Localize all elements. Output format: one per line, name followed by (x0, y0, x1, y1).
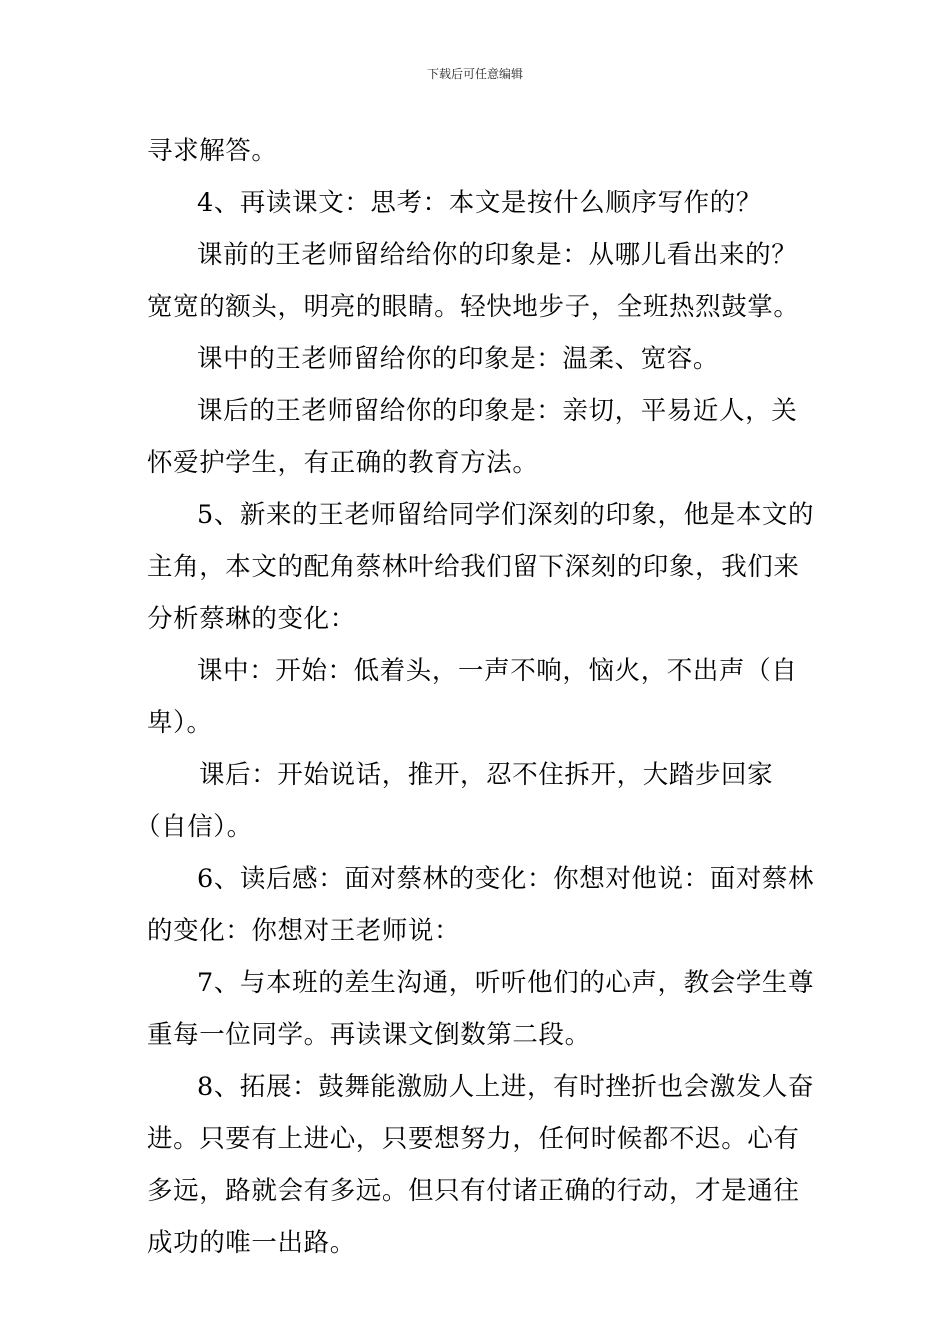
paragraph (147, 229, 807, 333)
text-line: 7、与本班的差生沟通，听听他们的心声，教会学生尊 (197, 968, 815, 998)
text-line: 寻求解答。 (147, 136, 278, 166)
text-line: 课前的王老师留给给你的印象是：从哪儿看出来的？ (197, 240, 798, 270)
text-line: 分析蔡琳的变化： (147, 604, 356, 634)
text-line: 主角，本文的配角蔡林叶给我们留下深刻的印象，我们来 (147, 552, 800, 582)
paragraph (147, 645, 807, 749)
text-line: 怀爱护学生，有正确的教育方法。 (147, 448, 539, 478)
text-line: 多远，路就会有多远。但只有付诸正确的行动，才是通往 (147, 1176, 800, 1206)
text-line: 4、再读课文：思考：本文是按什么顺序写作的？ (197, 188, 762, 218)
text-line: 的变化：你想对王老师说： (147, 916, 461, 946)
text-line: 进。只要有上进心，只要想努力，任何时候都不迟。心有 (147, 1124, 800, 1154)
paragraph (147, 853, 815, 957)
text-line: 成功的唯一出路。 (147, 1228, 356, 1258)
text-line: 重每一位同学。再读课文倒数第二段。 (147, 1020, 591, 1050)
text-line: 卑）。 (147, 708, 213, 738)
paragraph (147, 385, 807, 489)
text-line: 宽宽的额头，明亮的眼睛。轻快地步子，全班热烈鼓掌。 (147, 292, 800, 322)
text-line: 课中的王老师留给你的印象是：温柔、宽容。 (197, 344, 720, 374)
page-header: 下载后可任意编辑 (426, 67, 523, 81)
text-line: 课后的王老师留给你的印象是：亲切，平易近人，关 (197, 396, 798, 426)
text-line: 课后：开始说话，推开，忍不住拆开，大踏步回家 (199, 760, 774, 790)
paragraph (135, 749, 807, 853)
paragraph (147, 125, 807, 177)
paragraph (147, 177, 807, 229)
paragraph (147, 489, 815, 645)
paragraph (147, 957, 815, 1061)
document-body (135, 125, 815, 1269)
paragraph (147, 333, 807, 385)
paragraph (147, 1061, 815, 1269)
text-line: 8、拓展：鼓舞能激励人上进，有时挫折也会激发人奋 (197, 1072, 815, 1102)
text-line: 5、新来的王老师留给同学们深刻的印象，他是本文的 (197, 500, 815, 530)
text-line: （自信）。 (135, 812, 253, 842)
text-line: 6、读后感：面对蔡林的变化：你想对他说：面对蔡林 (197, 864, 815, 894)
text-line: 课中：开始：低着头，一声不响，恼火，不出声（自 (197, 656, 798, 686)
